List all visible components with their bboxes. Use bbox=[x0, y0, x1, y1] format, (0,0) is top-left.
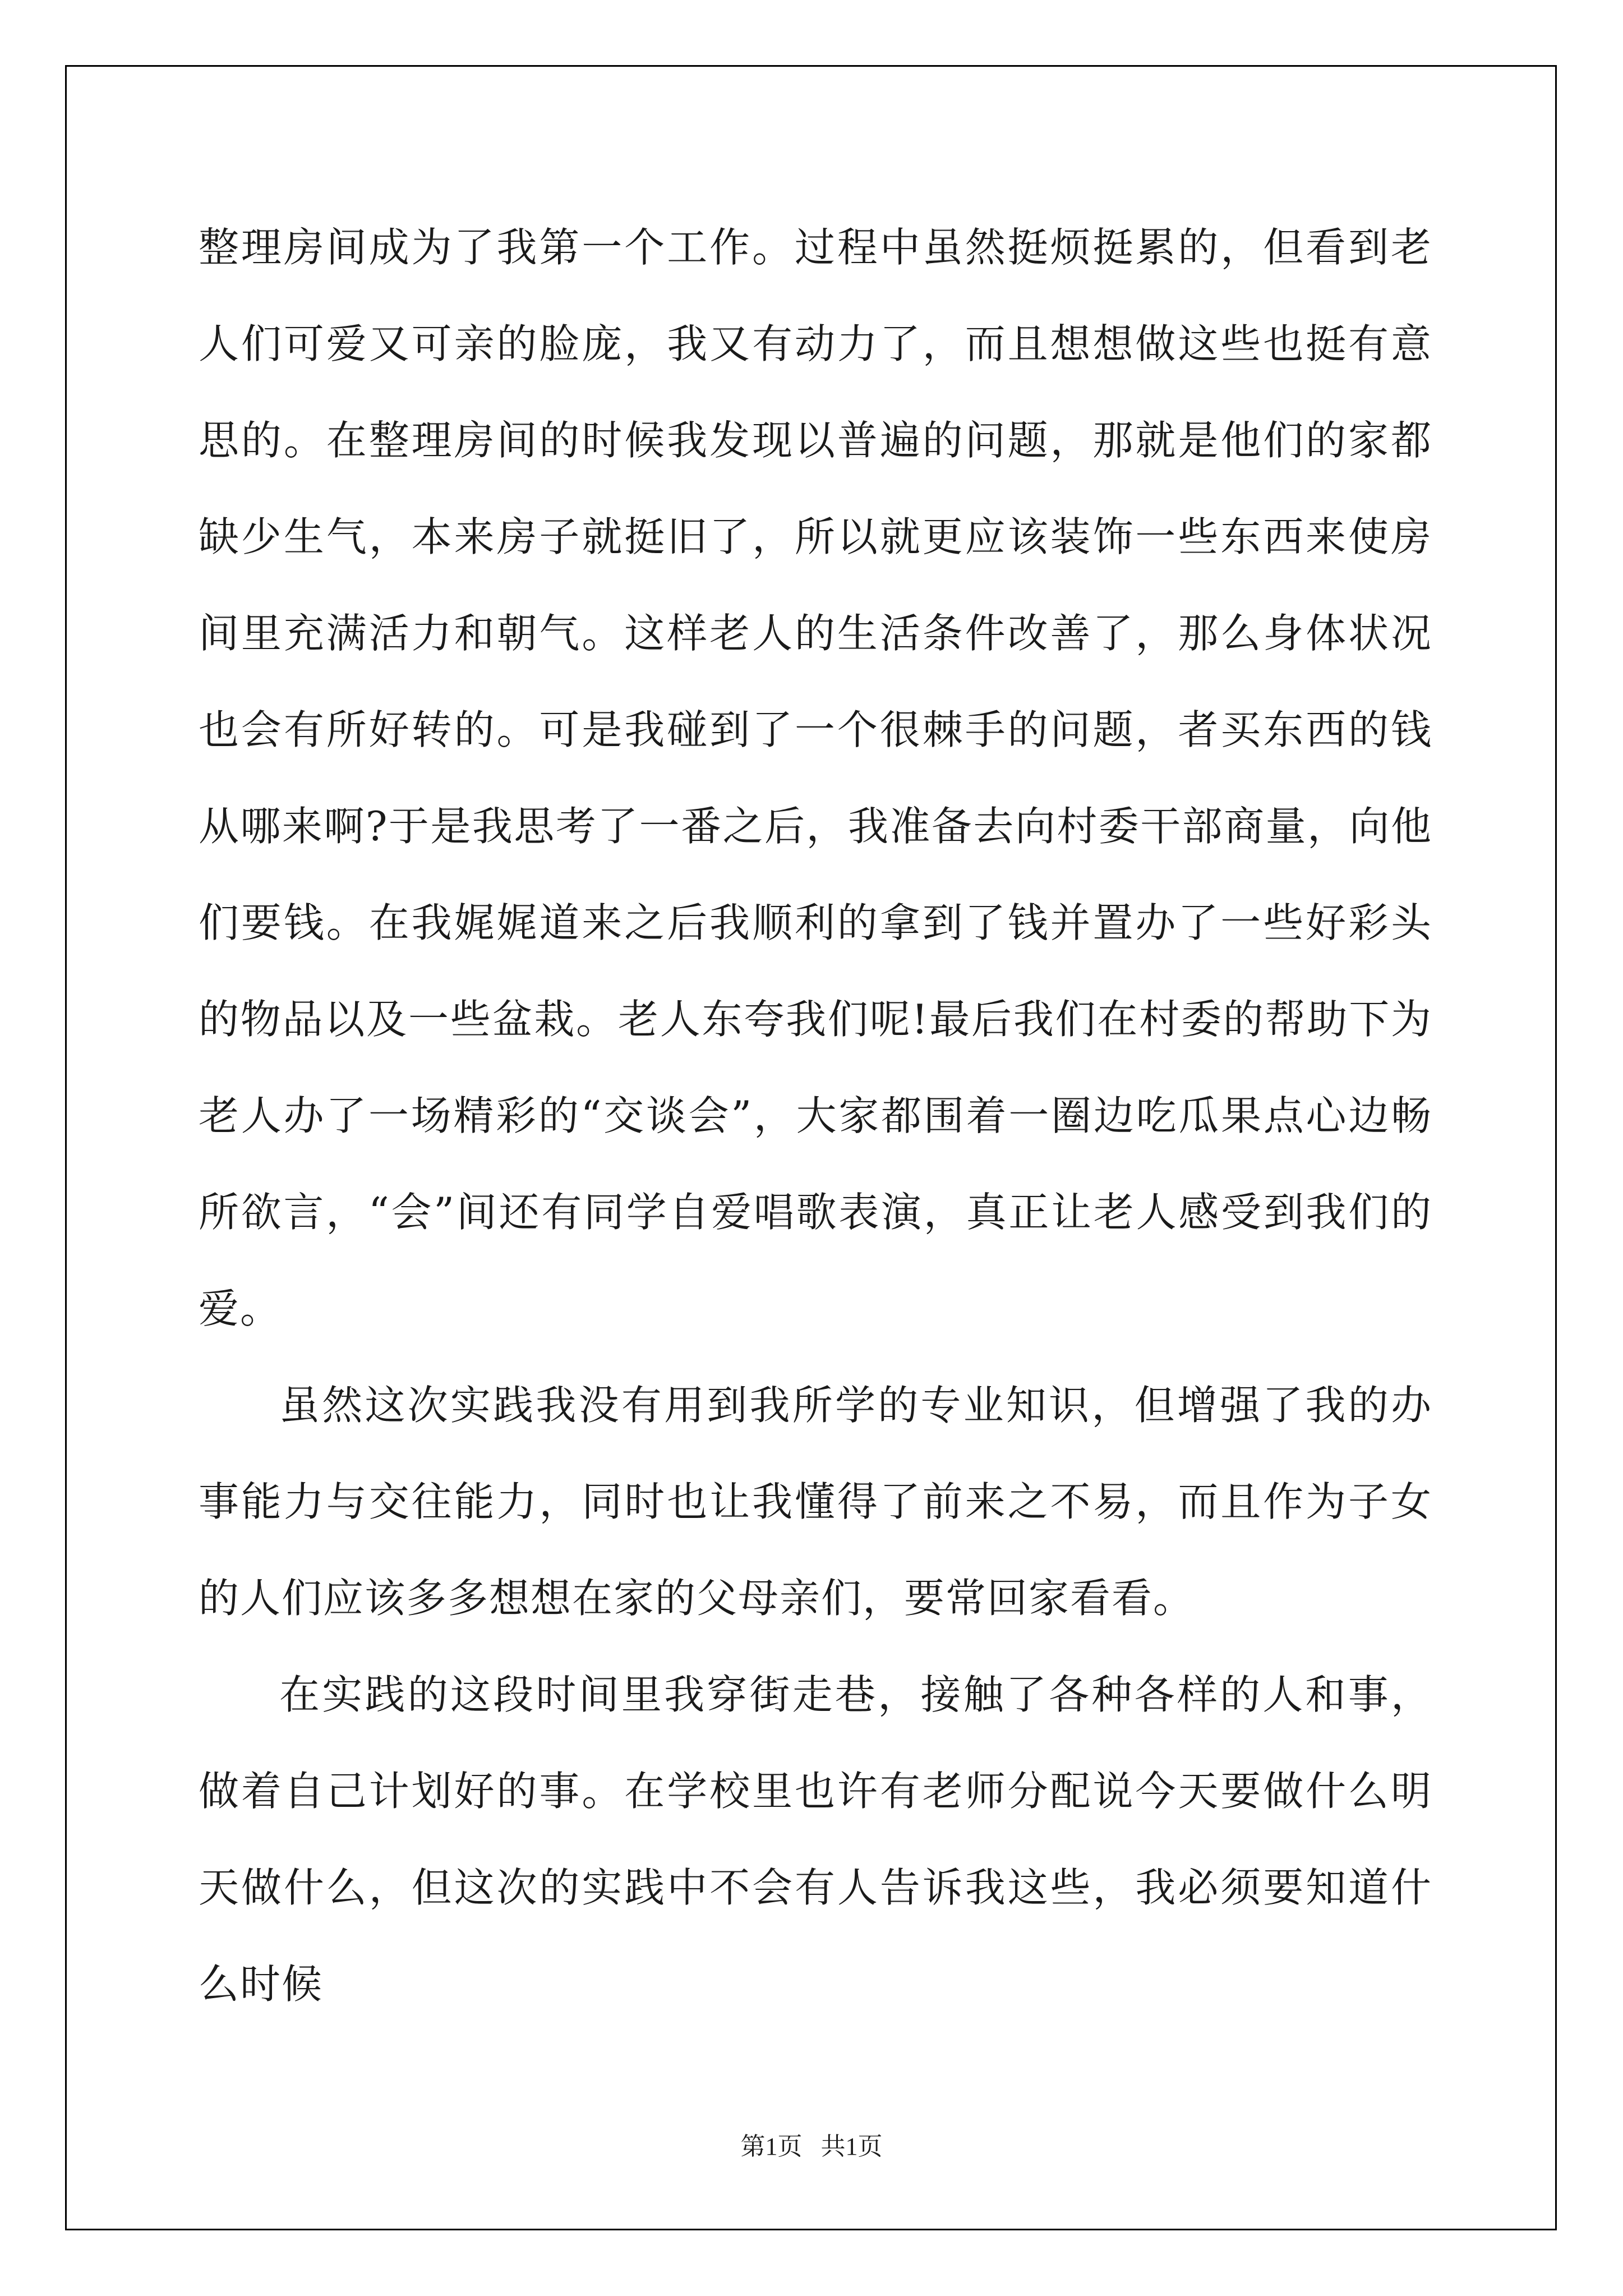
paragraph-3: 在实践的这段时间里我穿街走巷，接触了各种各样的人和事，做着自己计划好的事。在学校里也许有老师分配说今天要做什么明天做什么，但这次的实践中不会有人告诉我这些，我必须要知道什么时候 bbox=[199, 1671, 1432, 2008]
paragraph-2: 虽然这次实践我没有用到我所学的专业知识，但增强了我的办事能力与交往能力，同时也让我懂得了前来之不易，而且作为子女的人们应该多多想想在家的父母亲们，要常回家看看。 bbox=[199, 1382, 1432, 1622]
document-body bbox=[199, 199, 1432, 2032]
paragraph-1: 整理房间成为了我第一个工作。过程中虽然挺烦挺累的，但看到老人们可爱又可亲的脸庞，我又有动力了，而且想想做这些也挺有意思的。在整理房间的时候我发现以普遍的问题，那就是他们的家都缺少生气，本来房子就挺旧了，所以就更应该装饰一些东西来使房间里充满活力和朝气。这样老人的生活条件改善了，那么身体状况也会有所好转的。可是我碰到了一个很棘手的问题，者买东西的钱从哪来啊?于是我思考了一番之后，我准备去向村委干部商量，向他们要钱。在我娓娓道来之后我顺利的拿到了钱并置办了一些好彩头的物品以及一些盆栽。老人东夸我们呢!最后我们在村委的帮助下为老人办了一场精彩的“交谈会”，大家都围着一圈边吃瓜果点心边畅所欲言，“会”间还有同学自爱唱歌表演，真正让老人感受到我们的爱。 bbox=[199, 224, 1432, 1332]
page-footer: 第1页 共1页 bbox=[740, 2133, 883, 2160]
